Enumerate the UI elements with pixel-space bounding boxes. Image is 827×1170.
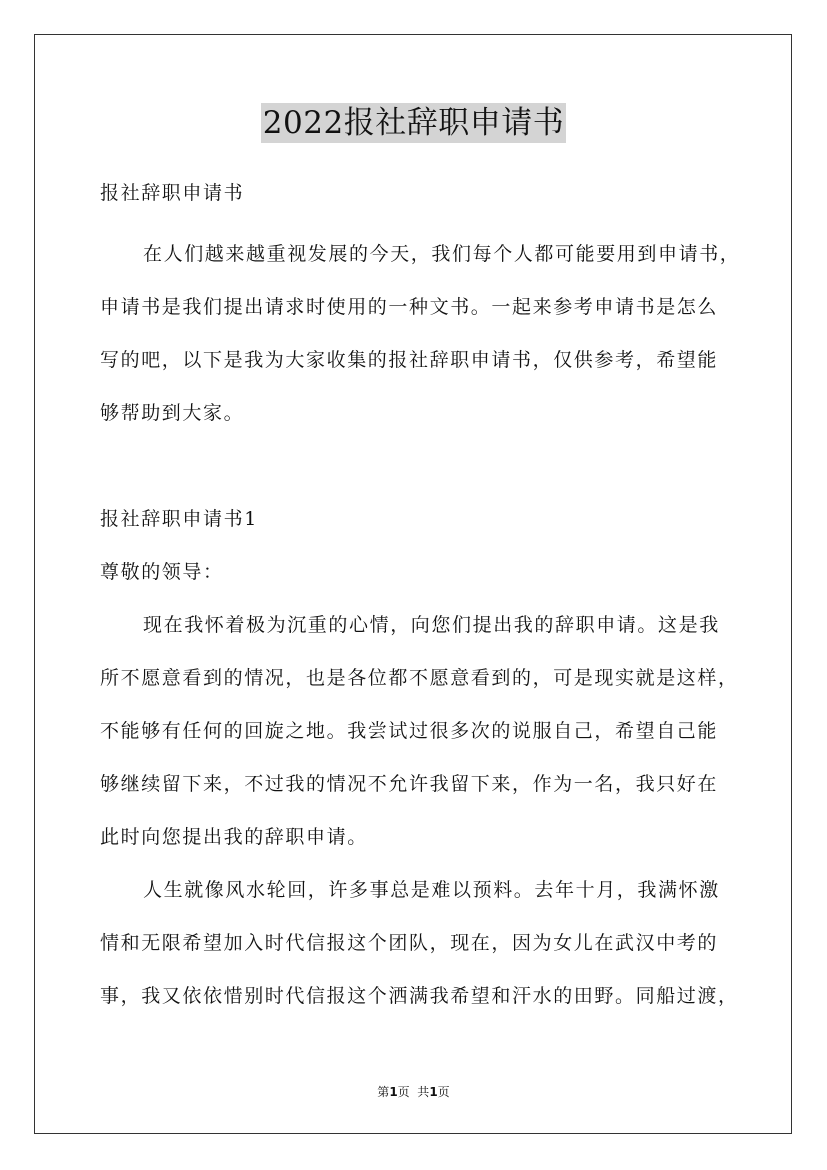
document-body	[100, 175, 740, 1023]
paragraph-1	[100, 599, 740, 864]
footer-mid: 页 共	[397, 1085, 430, 1099]
intro-line: 申请书是我们提出请求时使用的一种文书。一起来参考申请书是怎么	[100, 296, 719, 318]
footer-page-number: 1	[389, 1085, 398, 1099]
paragraph-line: 此时向您提出我的辞职申请。	[100, 826, 368, 848]
subtitle: 报社辞职申请书	[100, 182, 245, 204]
section-header-block	[100, 493, 740, 599]
footer-total-pages: 1	[429, 1085, 438, 1099]
intro-line: 写的吧，以下是我为大家收集的报社辞职申请书，仅供参考，希望能	[100, 349, 719, 371]
intro-line: 够帮助到大家。	[100, 402, 245, 424]
paragraph-line: 人生就像风水轮回，许多事总是难以预料。去年十月，我满怀激	[143, 879, 720, 901]
salutation: 尊敬的领导：	[100, 561, 224, 583]
section-heading: 报社辞职申请书1	[100, 508, 258, 530]
title-wrapper	[0, 103, 827, 143]
footer-prefix: 第	[377, 1085, 390, 1099]
intro-line: 在人们越来越重视发展的今天，我们每个人都可能要用到申请书，	[143, 243, 741, 265]
paragraph-line: 所不愿意看到的情况，也是各位都不愿意看到的，可是现实就是这样，	[100, 667, 739, 689]
paragraph-line: 够继续留下来，不过我的情况不允许我留下来，作为一名，我只好在	[100, 773, 719, 795]
blank-line	[100, 440, 740, 493]
paragraph-line: 现在我怀着极为沉重的心情，向您们提出我的辞职申请。这是我	[143, 614, 720, 636]
paragraph-2	[100, 864, 740, 1023]
paragraph-line: 情和无限希望加入时代信报这个团队，现在，因为女儿在武汉中考的	[100, 932, 719, 954]
footer-suffix: 页	[437, 1085, 450, 1099]
paragraph-line: 不能够有任何的回旋之地。我尝试过很多次的说服自己，希望自己能	[100, 720, 719, 742]
document-title: 2022报社辞职申请书	[262, 105, 565, 141]
page-footer	[0, 1083, 827, 1101]
intro-paragraph	[100, 228, 740, 440]
paragraph-line: 事，我又依依惜别时代信报这个洒满我希望和汗水的田野。同船过渡，	[100, 985, 739, 1007]
